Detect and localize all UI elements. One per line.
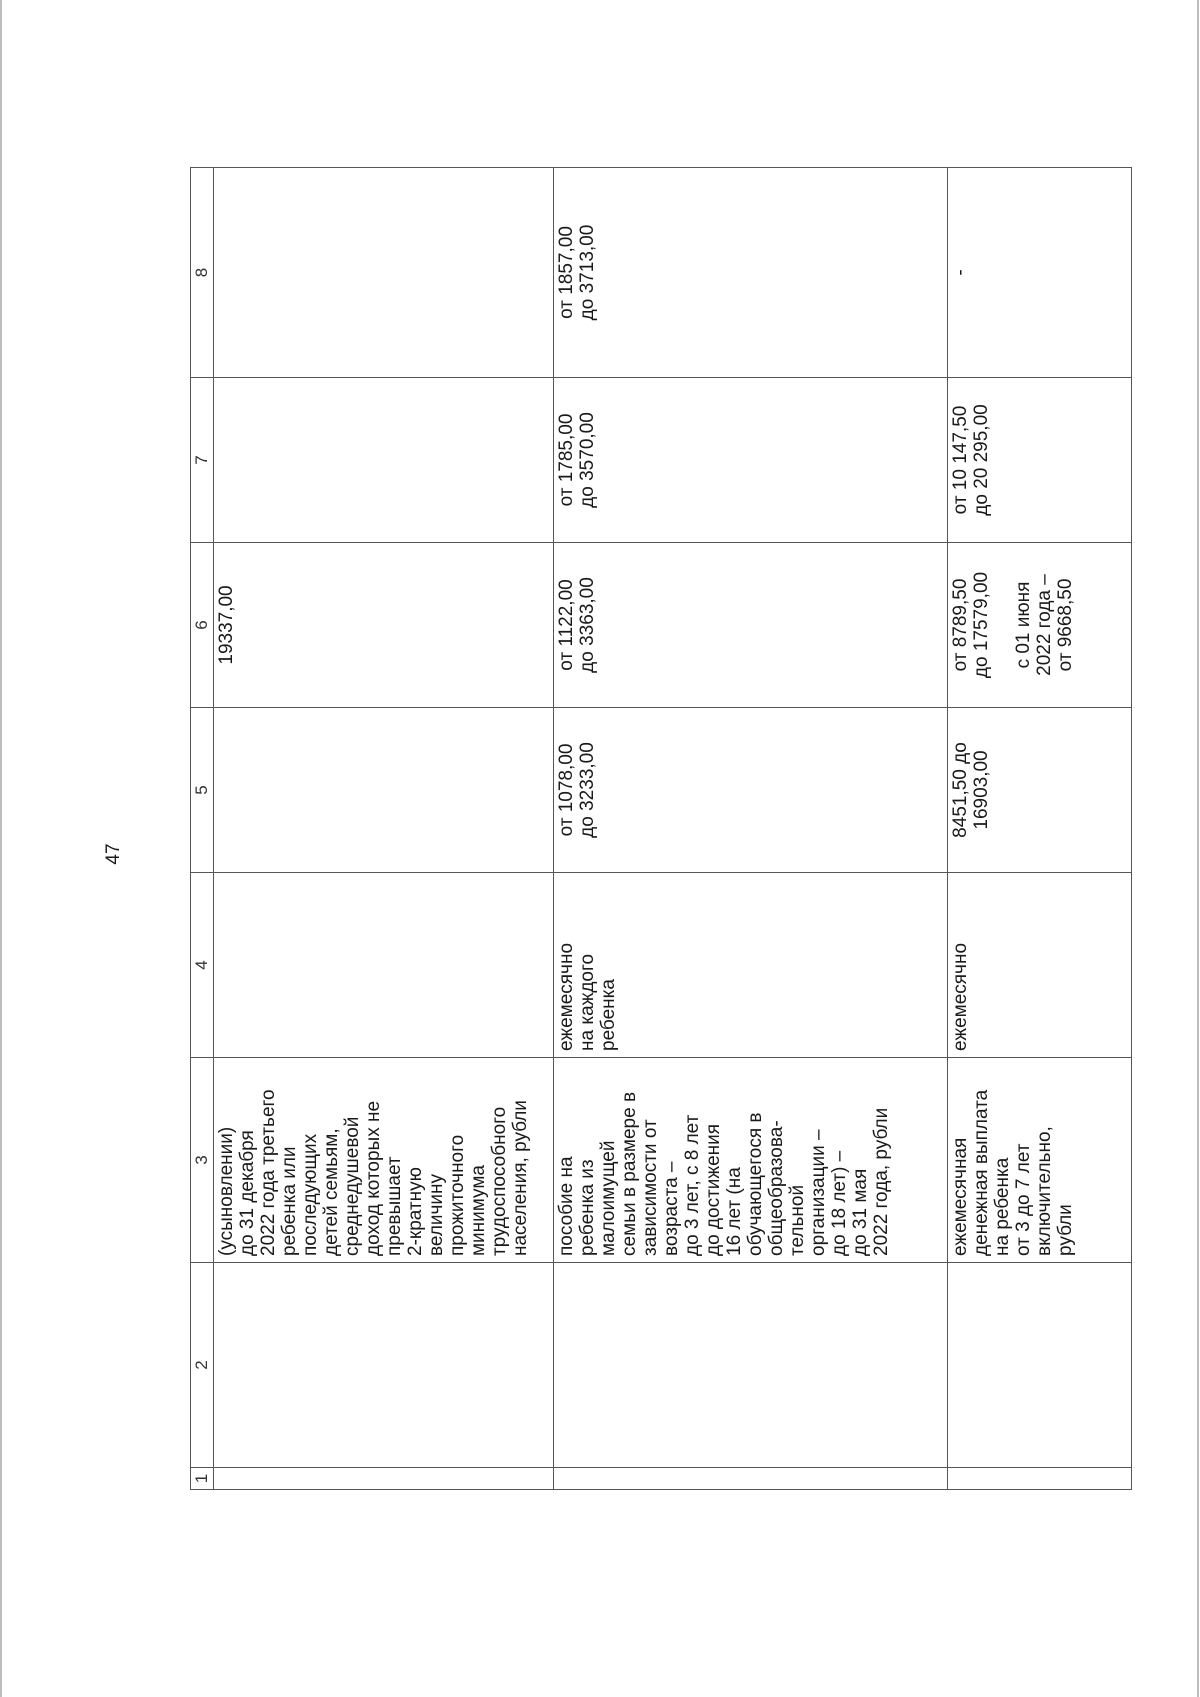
cell-col6: от 1122,00 до 3363,00	[554, 543, 947, 708]
cell-benefit-name: ежемесячная денежная выплата на ребенка от 3 до 7 лет включительно, рубли	[947, 1058, 1131, 1263]
cell-benefit-name: пособие на ребенка из малоимущей семьи в размере в зависимости от возраста – до 3 лет, с 8 лет до достижения 16 лет (на обучающегося в общеобразова- тельной организации – до 18 лет) – до 31 мая 2022 года, рубли	[554, 1058, 947, 1263]
scan-edge-left	[0, 0, 2, 1697]
cell-benefit-name: (усыновлении) до 31 декабря 2022 года третьего ребенка или последующих детей семьям, среднедушевой доход которых не превышает 2-кратную величину прожиточного минимума трудоспособного населения, рубли	[214, 1058, 554, 1263]
benefits-table	[190, 167, 1132, 1490]
cell-col8	[214, 168, 554, 378]
cell-col1	[947, 1468, 1131, 1490]
scan-edge-right	[1197, 0, 1199, 1697]
cell-col5	[214, 708, 554, 873]
col-header-1: 1	[191, 1468, 214, 1490]
col-header-7: 7	[191, 378, 214, 543]
cell-col6: от 8789,50 до 17579,00 с 01 июня 2022 года – от 9668,50	[947, 543, 1131, 708]
cell-col1	[554, 1468, 947, 1490]
cell-col7: от 10 147,50 до 20 295,00	[947, 378, 1131, 543]
rotated-table-wrapper	[190, 168, 1132, 1490]
col-header-6: 6	[191, 543, 214, 708]
page-number: 47	[103, 843, 124, 865]
col-header-2: 2	[191, 1263, 214, 1468]
cell-col5: 8451,50 до 16903,00	[947, 708, 1131, 873]
cell-col2	[554, 1263, 947, 1468]
cell-col1	[214, 1468, 554, 1490]
header-row	[191, 168, 214, 1490]
cell-col5: от 1078,00 до 3233,00	[554, 708, 947, 873]
table-row	[214, 168, 554, 1490]
table-row	[554, 168, 947, 1490]
col-header-8: 8	[191, 168, 214, 378]
cell-col6: 19337,00	[214, 543, 554, 708]
cell-col8: -	[947, 168, 1131, 378]
cell-periodicity: ежемесячно на каждого ребенка	[554, 873, 947, 1058]
cell-col7: от 1785,00 до 3570,00	[554, 378, 947, 543]
cell-col8: от 1857,00 до 3713,00	[554, 168, 947, 378]
table-row	[947, 168, 1131, 1490]
cell-col2	[947, 1263, 1131, 1468]
cell-periodicity	[214, 873, 554, 1058]
col-header-4: 4	[191, 873, 214, 1058]
cell-col7	[214, 378, 554, 543]
cell-col2	[214, 1263, 554, 1468]
cell-periodicity: ежемесячно	[947, 873, 1131, 1058]
col-header-5: 5	[191, 708, 214, 873]
col-header-3: 3	[191, 1058, 214, 1263]
